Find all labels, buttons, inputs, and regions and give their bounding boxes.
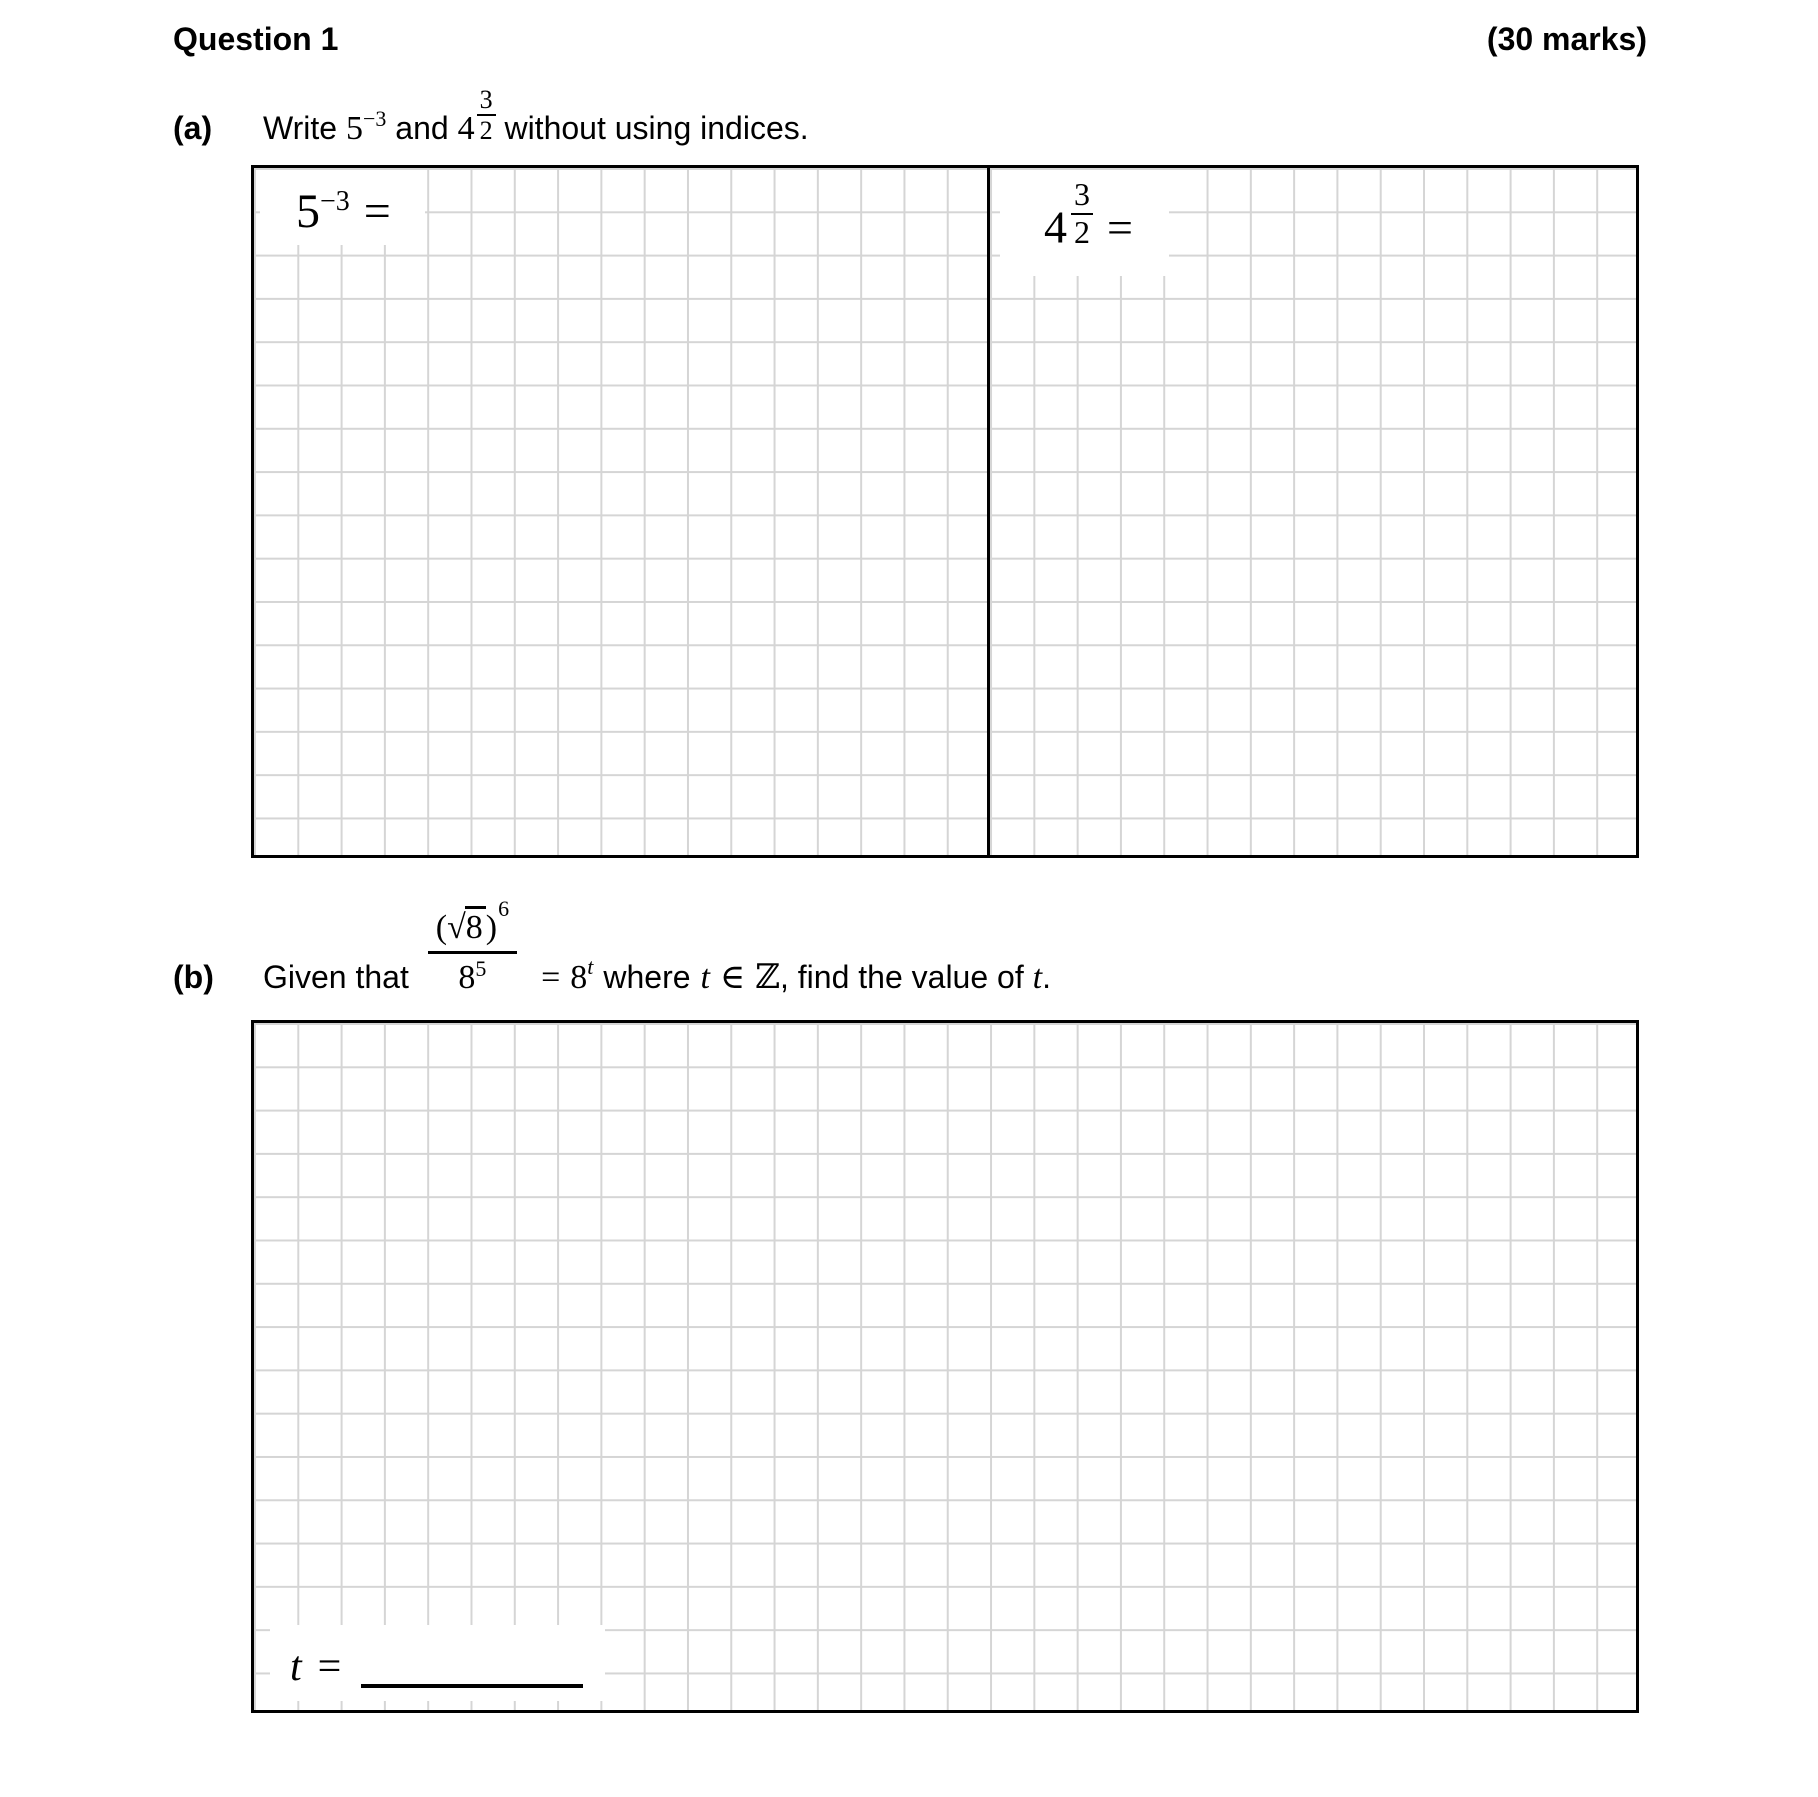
expression-exponent: −3 — [362, 106, 387, 132]
expression-four-pow-three-halves — [457, 85, 496, 148]
equals-sign: = — [541, 959, 561, 997]
exponent-fraction — [477, 86, 496, 145]
numerator-exponent: 6 — [498, 896, 510, 921]
part-a-text-prefix: Write — [263, 110, 346, 147]
header — [173, 22, 1647, 57]
fraction-numerator: 3 — [477, 86, 496, 116]
left-cell-label — [260, 170, 425, 245]
label-base: 5 — [296, 185, 320, 238]
answer-variable: t — [290, 1644, 302, 1690]
open-paren: ( — [435, 909, 448, 946]
close-paren: ) — [485, 909, 498, 946]
denominator-exponent: 5 — [475, 956, 487, 982]
equals-sign: = — [363, 185, 391, 238]
fraction-denominator — [428, 954, 517, 997]
part-a-prompt — [173, 86, 809, 148]
rhs-exponent: t — [587, 954, 594, 980]
expression-five-pow-neg-three — [345, 106, 387, 148]
fraction-denominator: 2 — [479, 116, 493, 146]
part-a-working-grid[interactable] — [251, 165, 1639, 858]
label-base: 4 — [1044, 201, 1067, 253]
rhs-expression — [570, 954, 594, 997]
variable-t: t — [1032, 959, 1043, 997]
rhs-base: 8 — [570, 959, 588, 997]
fraction-numerator: 3 — [1071, 178, 1093, 215]
exponent-fraction — [1071, 178, 1093, 249]
equals-sign: = — [1107, 201, 1133, 253]
working-grid-divider — [987, 168, 990, 855]
given-fraction — [428, 896, 517, 997]
radicand: 8 — [465, 906, 486, 946]
part-b-text — [263, 896, 1051, 998]
part-a-label: (a) — [173, 110, 213, 147]
part-b-text-prefix: Given that — [263, 959, 418, 996]
question-title: Question 1 — [173, 21, 339, 57]
expression-base: 4 — [457, 110, 475, 148]
radical-sign: √ — [447, 909, 466, 946]
marks-label: (30 marks) — [1486, 21, 1647, 57]
integer-set-symbol: ℤ — [755, 957, 780, 998]
part-a-text — [263, 85, 809, 148]
fraction-numerator — [428, 896, 517, 954]
part-b-text-where: where — [603, 959, 691, 996]
part-b-working-grid[interactable] — [251, 1020, 1639, 1713]
equals-sign: = — [317, 1644, 342, 1690]
label-exponent: −3 — [320, 186, 350, 217]
right-cell-label — [1000, 170, 1169, 276]
denominator-base: 8 — [458, 959, 476, 997]
expression-base: 5 — [345, 110, 363, 148]
part-a-text-and: and — [386, 110, 458, 147]
sentence-period: . — [1042, 959, 1051, 996]
variable-t: t — [700, 959, 710, 997]
part-b-prompt — [173, 896, 1051, 998]
part-b-text-suffix: , find the value of — [780, 959, 1033, 996]
part-a-text-suffix: without using indices. — [495, 110, 809, 147]
answer-blank-line[interactable] — [361, 1684, 583, 1688]
answer-line — [270, 1625, 605, 1701]
element-of-symbol: ∈ — [720, 957, 746, 998]
fraction-denominator: 2 — [1074, 213, 1090, 250]
part-b-label: (b) — [173, 959, 214, 996]
